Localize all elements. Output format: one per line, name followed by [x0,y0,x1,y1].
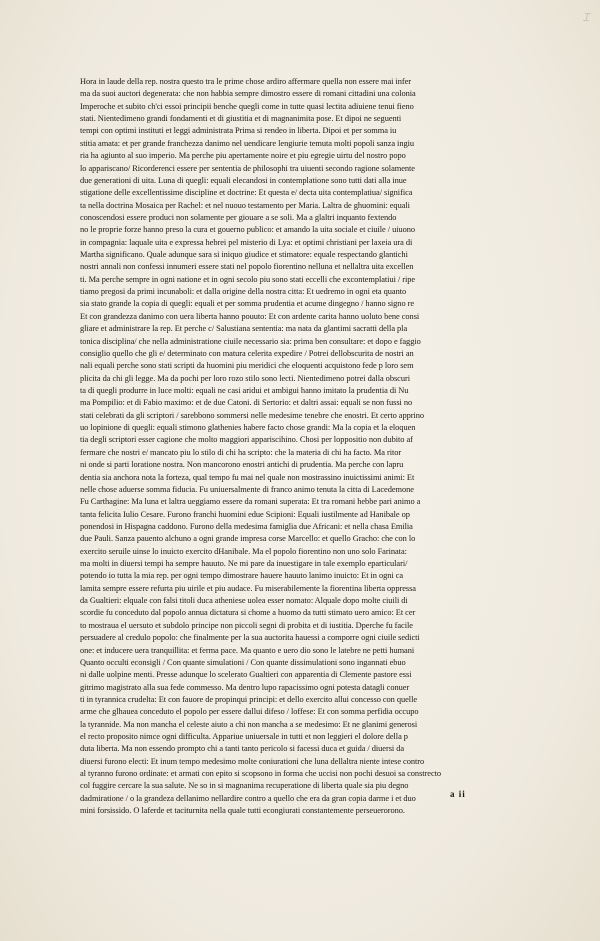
text-line: Fu Carthagine: Ma luna et laltra ueggiamo essere da romani superata: Et tra romani hebbe pari animo a [80,497,421,507]
text-line: ma da suoi auctori degenerata: che non habbia sempre dimostro essere di romani cittadini una colonia [80,89,416,99]
text-line: one: et inducere uera tranquillita: et ferma pace. Ma quanto e uero dio sono le latebre ne petti humani [80,645,415,655]
text-line: Hora in laude della rep. nostra questo tra le prime chose ardiro affermare quella non essere mai infer [80,77,412,86]
text-line: el recto proposito nimce ogni difficulta. Appariue uniuersale in tutti et non leggieri el dolore della p [80,732,408,742]
text-line: dentia sia anchora nota la forteza, qual tempo fu mai nel quale non mostrassino inuictissimi animi: Et [80,472,415,482]
text-line: due generationi di uita. Luna di quegli: equali elecandosi in contemplatione sono tutti dati alla inue [80,175,407,185]
signature-mark: a ii [450,789,466,799]
text-line: mini forsissido. O laferde et taciturnita nella quale tutti econgiurati constantemente perseuerorono. [80,806,405,816]
text-line: ni dalle uolpine menti. Presse adunque lo scelerato Gualtieri con apparentia di Clemente pastore essi [80,670,412,680]
text-line: lamita sempre essere refurta piu uirile et piu audace. Fu miserabilemente la fiorentina liberta oppressa [80,583,416,593]
text-line: tempi con optimi instituti et leggi administrata Prima si rendeo in liberta. Dipoi et per somma iu [80,126,397,136]
text-line: Martha significano. Quale adunque sara si iniquo giudice et stimatore: equale respectando glantichi [80,250,408,260]
text-line: al tyranno furono ordinate: et armati con epito si scopsono in forma che uccisi non pochi desuoi sa constrecto [80,769,442,779]
text-line: ta nella doctrina Mosaica per Rachel: et nel nuouo testamento per Maria. Laltra de ghuomini: equali [80,200,410,210]
text-line: sia stato grande la copia di quegli: equali et per somma prudentia et acume dingegno / hanno signo re [80,299,415,309]
text-line: gliare et administrare la rep. Et perche c/ Salustiana sententia: ma nata da glantimi sacratti della pla [80,324,408,334]
text-line: tanta felicita Iulio Cesare. Furono franchi huomini edue Scipioni: Equali iustilmente ad Hanibale op [80,509,410,519]
text-line: lo appariscano/ Ricorderenci essere per sententia de philosophi tra uiuenti secondo ragione solamente [80,163,415,173]
text-line: ma molti in diuersi tempi ha sempre hauuto. Ne mi pare da inuestigare in tale exemplo eparticulari/ [80,559,408,569]
text-line: ti. Ma perche sempre in ogni natione et in ogni secolo piu sono stati eccelli che excontemplatiui / ripe [80,274,416,284]
text-line: conoscendosi essere produci non solamente per giouare a se soli. Ma a glaltri inquanto fextendo [80,212,397,222]
text-line: ti in tyrannica crudelta: Et con fauore de propinqui principi: et dello exercito allui concesso con quelle [80,694,418,704]
text-line: ponendosi in Hispagna caddono. Furono della medesima famiglia due Africani: et nella chasa Emilia [80,521,413,531]
text-line: tiamo pregosi da primi incunaboli: et dalla origine della nostra citta: Et uedremo in ogni eta quanto [80,287,407,297]
text-line: nali equali perche sono stati scripti da huomini piu meridici che eloquenti acquistono fede p loro sem [80,361,414,371]
text-line: ma Pompilio: et di Fabio maximo: et de due Catoni. di Sertorio: et daltri assai: equali se non fussi no [80,398,413,408]
text-block [80,76,550,818]
text-line: stati. Nientedimeno grandi fondamenti et di giustitia et di magnanimita pose. Et dipoi ne seguenti [80,114,402,124]
text-line: persuadere al credulo popolo: che finalmente per la sua auctorita hauessi a comporre ogni ciuile sedicti [80,633,420,643]
text-line: potendo io tutta la mia rep. per ogni tempo dimostrare hauere hauuto lanimo inuicto: Et in ogni ca [80,571,404,581]
text-line: in compagnia: laquale uita e expressa hebrei pel misterio di Lya: et optimi christiani per laxeia ura di [80,237,413,247]
text-line: Quanto occulti econsigli / Con quante simulationi / Con quante dissimulationi sono ingannati ebuo [80,657,406,667]
text-line: dadmiratione / o la grandeza dellanimo nellardire contro a quello che era da gran copia darme i et duo [80,793,416,803]
text-line: stati celebrati da gli scriptori / sarebbono sommersi nelle medesime tenebre che enostri. Et certo apprino [80,410,425,420]
text-line: diuersi furono electi: Et inum tempo medesimo molte coniurationi che luna dellaltra niente intese contro [80,756,425,766]
text-line: la tyrannide. Ma non mancha el celeste aiuto a chi non mancha a se medesimo: Et ne glanimi generosi [80,719,418,729]
folio-mark: Ɪ [582,12,590,24]
text-line: tonica disciplina/ che nella administratione ciuile necessario sia: prima ben consultare: et dopo e faggio [80,336,421,346]
text-line: consiglio quello che gli e/ determinato con matura celerita expedire / Potrei dellobscurita de nostri an [80,348,414,358]
text-line: stitia amata: et per grande franchezza danimo nel uendicare lengiurie temuta molti popoli sanza ingiu [80,138,415,148]
text-line: scordie fu conceduto dal popolo annua dictatura si chome a huomo da tutti stimato uero amico: Et cer [80,608,416,618]
text-line: ni onde si parti loratione nostra. Non mancorono enostri antichi di prudentia. Ma perche con lapru [80,460,404,470]
text-line: to mostraua el uersuto et subdolo principe non piccoli segni di probita et di iustitia. Dperche fu facile [80,620,413,630]
text-line: nelle chose aduerse somma fiducia. Fu uniuersalmente di franco animo tenuta la citta di Lacedemone [80,484,414,494]
text-line: col fuggire cercare la sua salute. Ne so in si magnanima recuperatione di liberta quale sia piu degno [80,781,409,791]
text-line: ria ha agiunto al suo imperio. Ma perche piu apertamente noire et piu egregie uirtu del nostro popo [80,151,406,161]
text-line: uo lopinione di quegli: equali stimono glathenies habere facto chose grandi: Ma la copia et la eloquen [80,423,416,433]
text-line: Et con grandezza danimo con uera liberta hanno pouuto: Et con ardente carita hanno uoluto bene consi [80,311,420,321]
text-line: ta di quegli produrre in luce molti: equali ne casi aridui et ambigui hanno imitato la prudentia di Nu [80,385,409,395]
text-line: no le proprie forze hanno preso la cura et gouerno publico: et amando la uita sociale et ciuile / uiuono [80,225,416,235]
text-line: exercito seruile uinse lo inuicto exercito dHanibale. Ma el popolo fiorentino non uno solo Farinata: [80,546,407,556]
text-line: tia degli scriptori esser cagione che molto maggiori appariscihino. Chosi per loppositio non dubito af [80,435,413,445]
text-line: stigatione delle excellentissime discipline et doctrine: Et questa e/ decta uita contemplatiua/ significa [80,188,413,198]
text-line: due Pauli. Sanza pauento alchuno a ogni grande impresa corse Marcello: et quello Gracho: che con lo [80,534,416,544]
text-line: nostri annali non confessi innumeri essere stati nel popolo fiorentino nelluna et nellaltra uita excellen [80,262,414,272]
text-line: arme che glhaueа conceduto el popolo per essere dallui difeso / loffese: Et con somma perfidia occupo [80,707,419,717]
text-line: duta liberta. Ma non essendo prompto chi a tanti tanto pericolo si facessi duca et guida / diuersi da [80,744,405,754]
text-line: plicita da chi gli legge. Ma da pochi per loro rozo stilo sono lecti. Nientedimeno potrei dalla obscuri [80,373,410,383]
text-line: Imperoche et subito ch'ci essoi principii benche quegli come in tutte quasi lectita adiuiene tenui fieno [80,101,414,111]
text-line: gitrimo magistrato alla sua fede commesso. Ma dentro lupo rapacissimo ogni potesta datagli conuer [80,682,410,692]
text-line: fermare che nostri e/ mancato piu lo stilo di chi ha scripto: che la materia di chi ha facto. Ma ritor [80,447,402,457]
text-line: da Gualtieri: elquale con falsi titoli duca atheniese uolea esser nomato: Alquale dopo molte ciuili di [80,596,408,606]
